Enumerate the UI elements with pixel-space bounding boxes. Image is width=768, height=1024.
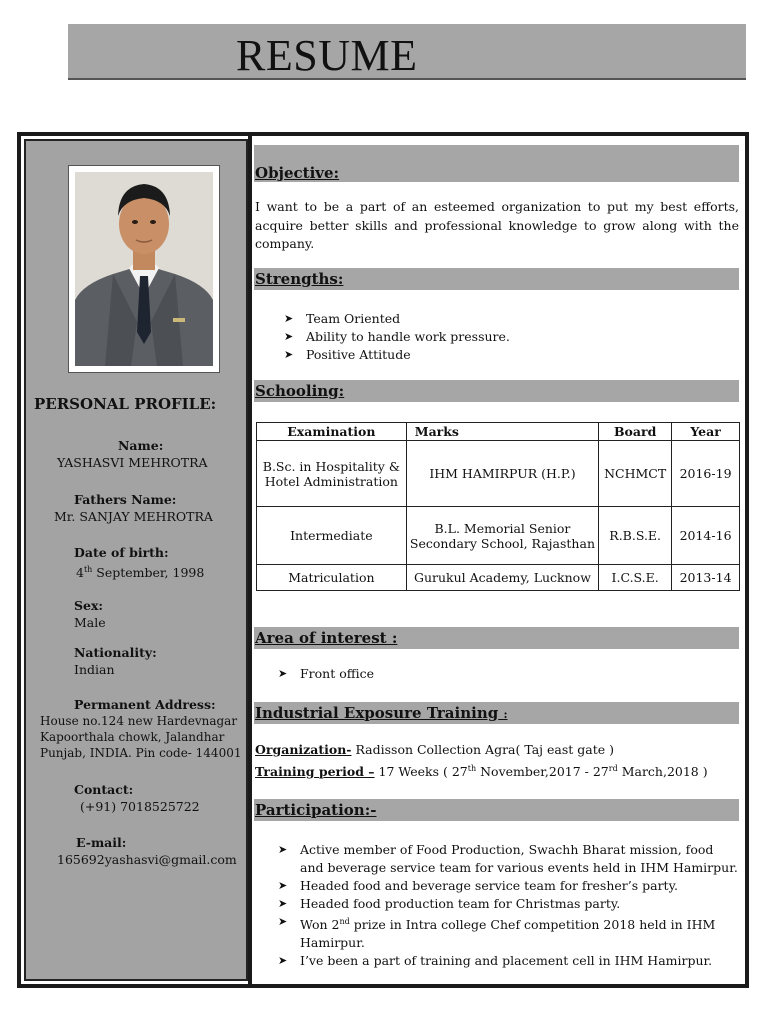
column-header: Marks: [406, 423, 598, 441]
table-row: [257, 441, 740, 507]
schooling-table: [256, 422, 740, 591]
arrow-bullet-icon: ➤: [278, 915, 288, 928]
email-value: 165692yashasvi@gmail.com: [57, 852, 237, 867]
participation-list: [278, 841, 738, 970]
portrait-illustration: [75, 172, 213, 366]
profile-photo: [68, 165, 220, 373]
profile-photo-image: [75, 172, 213, 366]
table-header-row: [257, 423, 740, 441]
page-title: RESUME: [236, 31, 418, 80]
personal-profile-heading: PERSONAL PROFILE:: [34, 395, 217, 413]
nationality-value: Indian: [74, 662, 115, 677]
table-cell: NCHMCT: [599, 441, 672, 507]
sex-label: Sex:: [74, 598, 104, 613]
arrow-bullet-icon: ➤: [284, 330, 294, 343]
column-header: Examination: [257, 423, 407, 441]
table-cell: IHM HAMIRPUR (H.P.): [406, 441, 598, 507]
resume-frame: [17, 132, 749, 988]
personal-profile-panel: [24, 139, 248, 981]
column-divider: [248, 136, 252, 984]
training-organization: Organization- Radisson Collection Agra( Taj east gate ): [255, 742, 615, 757]
interest-heading: Area of interest :: [255, 629, 398, 647]
contact-label: Contact:: [74, 782, 134, 797]
father-name-label: Fathers Name:: [74, 492, 177, 507]
name-value: YASHASVI MEHROTRA: [57, 455, 208, 470]
email-label: E-mail:: [76, 835, 127, 850]
sex-value: Male: [74, 615, 106, 630]
objective-text: I want to be a part of an esteemed organization to put my best efforts, acquire better skills and professional knowledge to grow along with the company.: [255, 199, 739, 251]
list-item: ➤ Ability to handle work pressure.: [284, 329, 510, 344]
table-cell: B.Sc. in Hospitality & Hotel Administration: [257, 441, 407, 507]
list-item: ➤ Headed food production team for Christmas party.: [278, 896, 621, 911]
dob-label: Date of birth:: [74, 545, 169, 560]
table-cell: Intermediate: [257, 507, 407, 565]
interest-list: [278, 665, 718, 683]
table-cell: 2013-14: [672, 565, 740, 591]
table-cell: Gurukul Academy, Lucknow: [406, 565, 598, 591]
list-item: ➤ Front office: [278, 666, 375, 681]
table-cell: 2014-16: [672, 507, 740, 565]
table-row: [257, 507, 740, 565]
address-line-1: House no.124 new Hardevnagar: [40, 714, 238, 728]
strengths-list: [284, 310, 724, 364]
strengths-heading: Strengths:: [255, 270, 344, 288]
list-item: ➤ Team Oriented: [284, 311, 401, 326]
list-item: ➤ Positive Attitude: [284, 347, 411, 362]
table-cell: I.C.S.E.: [599, 565, 672, 591]
table-cell: B.L. Memorial Senior Secondary School, Rajasthan: [406, 507, 598, 565]
training-period: Training period – 17 Weeks ( 27th November,2017 - 27rd March,2018 ): [255, 764, 708, 780]
arrow-bullet-icon: ➤: [278, 843, 288, 856]
address-line-3: Punjab, INDIA. Pin code- 144001: [40, 746, 242, 760]
training-heading: Industrial Exposure Training :: [255, 704, 508, 722]
column-header: Year: [672, 423, 740, 441]
contact-value: (+91) 7018525722: [80, 799, 200, 814]
arrow-bullet-icon: ➤: [278, 879, 288, 892]
table-row: [257, 565, 740, 591]
arrow-bullet-icon: ➤: [278, 667, 288, 680]
column-header: Board: [599, 423, 672, 441]
arrow-bullet-icon: ➤: [278, 954, 288, 968]
arrow-bullet-icon: ➤: [278, 897, 288, 910]
arrow-bullet-icon: ➤: [284, 312, 294, 325]
list-item: ➤ Won 2nd prize in Intra college Chef competition 2018 held in IHM Hamirpur.: [278, 915, 716, 951]
father-name-value: Mr. SANJAY MEHROTRA: [54, 509, 213, 524]
table-cell: R.B.S.E.: [599, 507, 672, 565]
list-item: ➤ I’ve been a part of training and placement cell in IHM Hamirpur.: [278, 953, 713, 969]
address-label: Permanent Address:: [74, 697, 216, 712]
list-item: ➤ Headed food and beverage service team for fresher’s party.: [278, 878, 678, 893]
address-line-2: Kapoorthala chowk, Jalandhar: [40, 730, 225, 744]
nationality-label: Nationality:: [74, 645, 157, 660]
arrow-bullet-icon: ➤: [284, 348, 294, 361]
dob-value: 4th September, 1998: [76, 565, 205, 581]
participation-heading: Participation:-: [255, 801, 377, 819]
table-cell: Matriculation: [257, 565, 407, 591]
title-bar: [68, 24, 746, 80]
table-cell: 2016-19: [672, 441, 740, 507]
name-label: Name:: [118, 438, 164, 453]
objective-heading: Objective:: [255, 164, 340, 182]
schooling-heading: Schooling:: [255, 382, 345, 400]
list-item: ➤ Active member of Food Production, Swachh Bharat mission, food and beverage service team for various events held in IHM Hamirpur.: [278, 842, 738, 875]
